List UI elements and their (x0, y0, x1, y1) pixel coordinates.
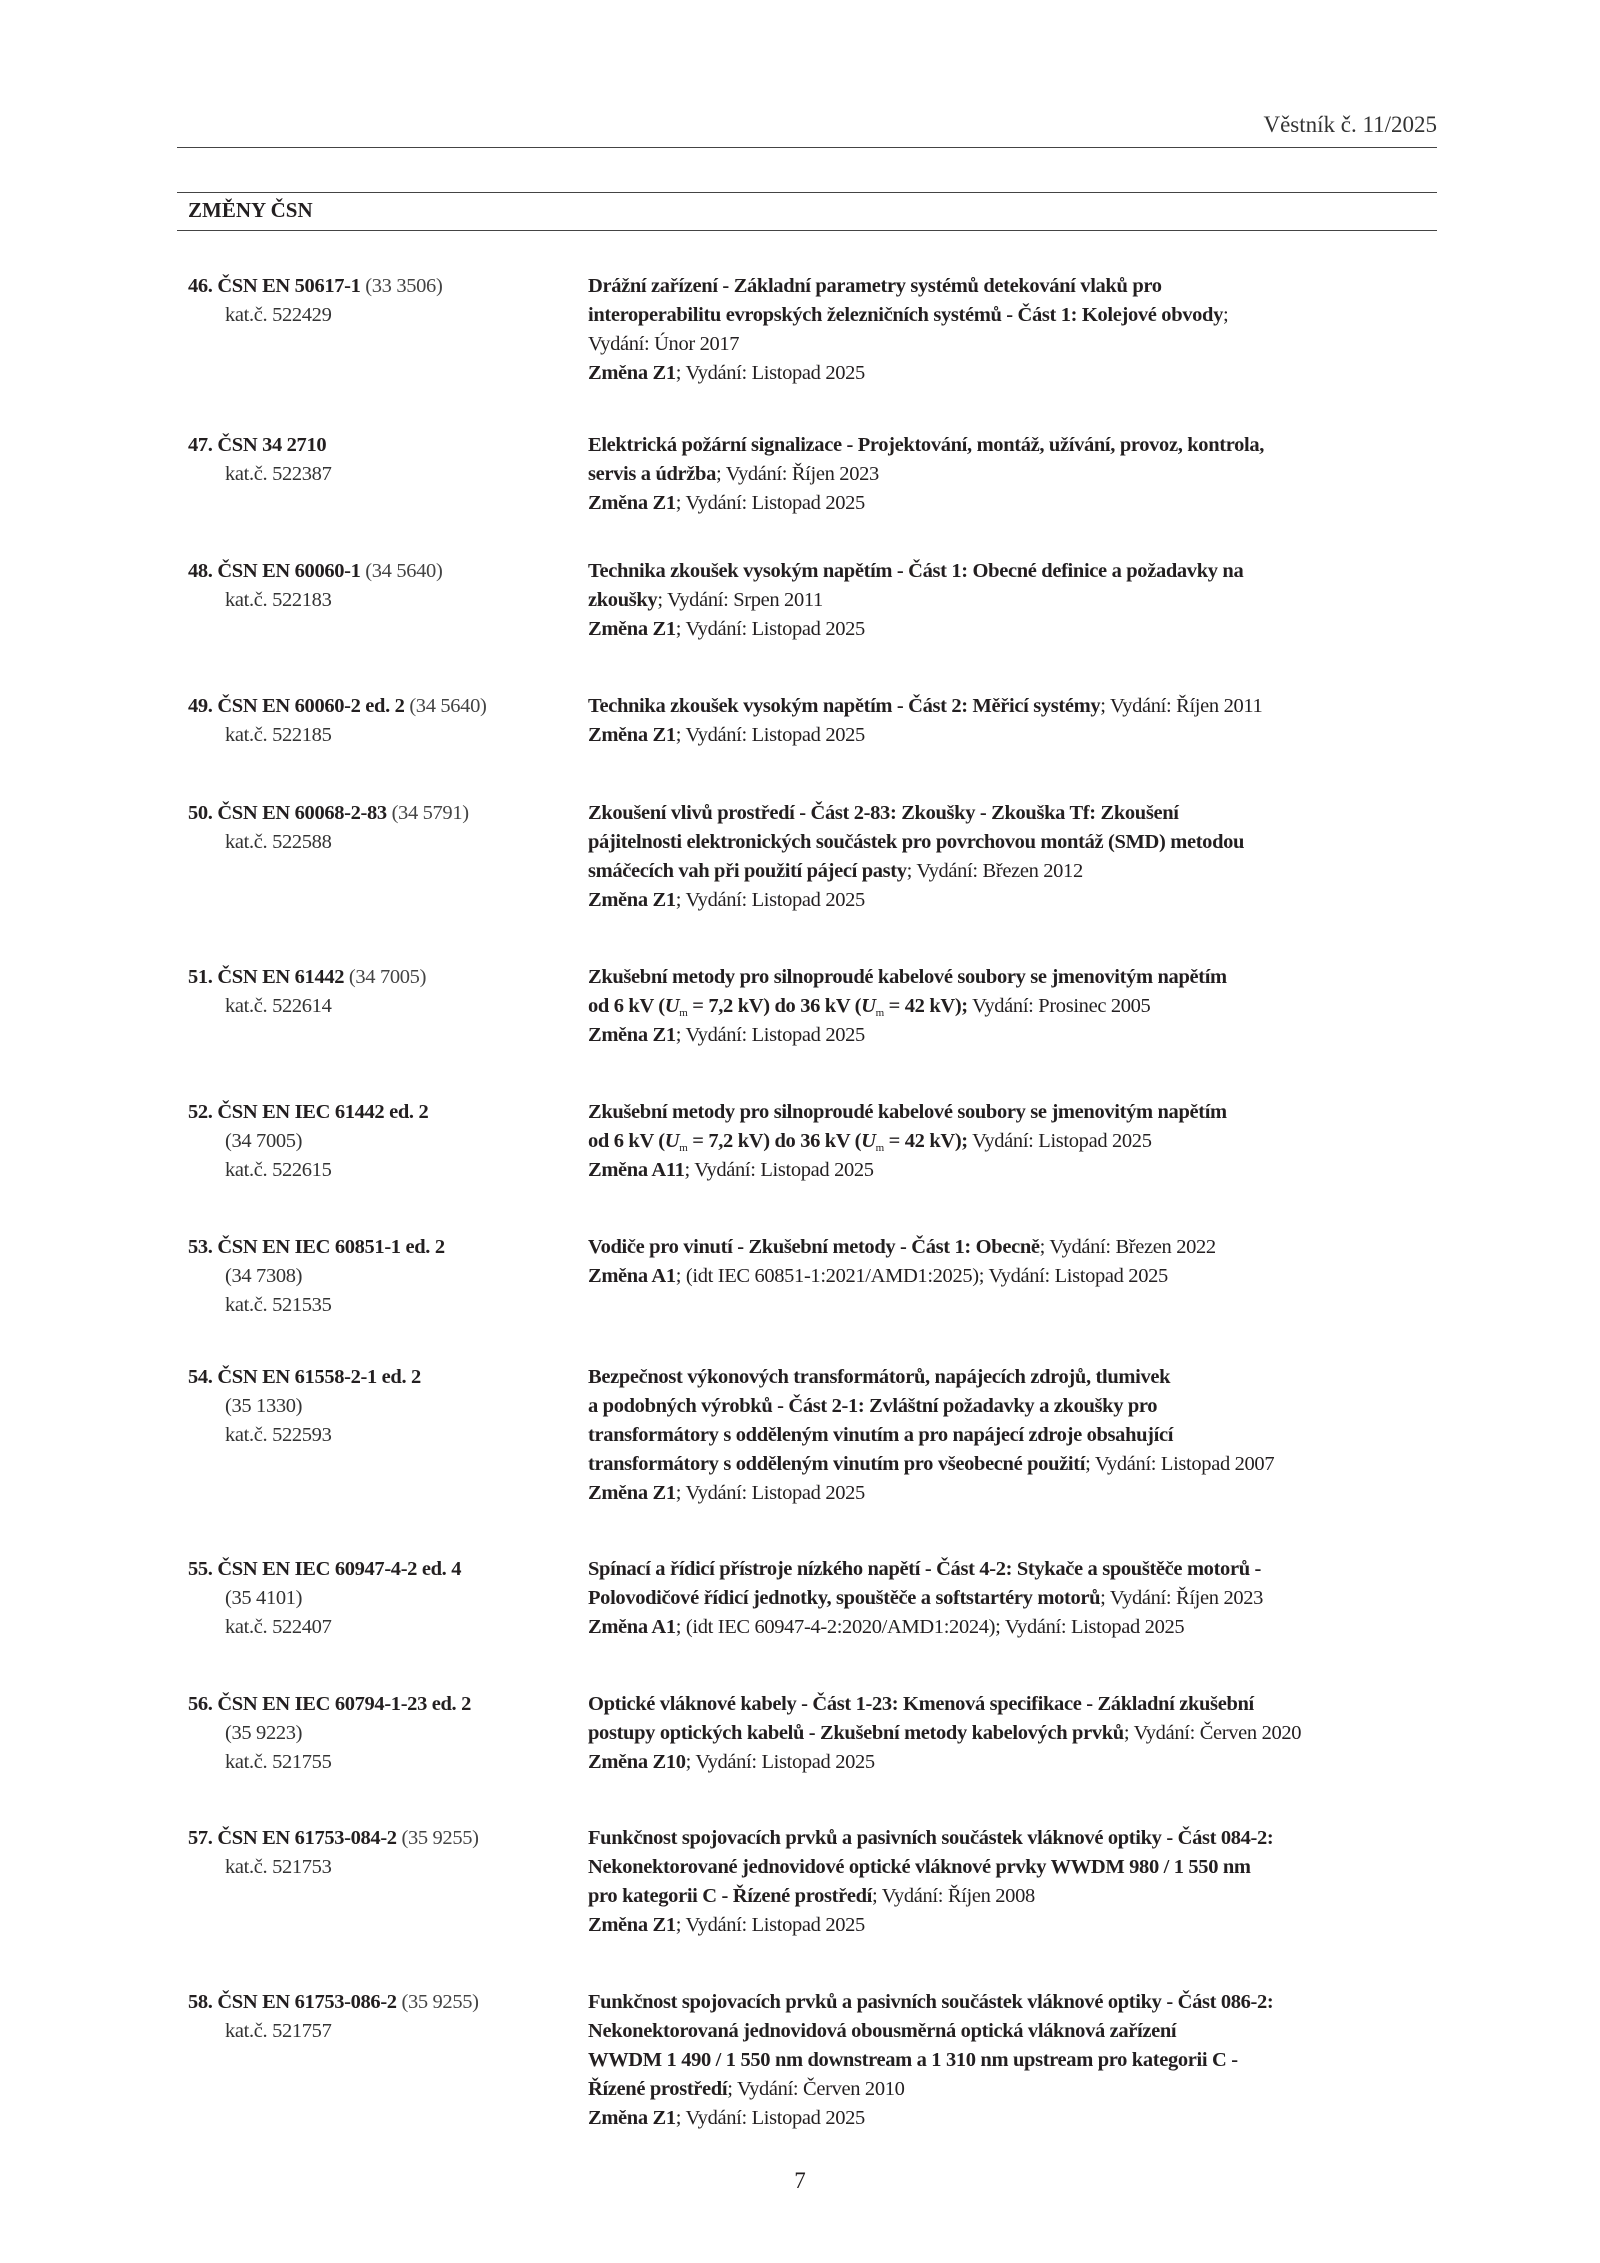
bold-text: 50. ČSN EN 60068-2-83 (188, 802, 387, 824)
text: Vydání: Prosinec 2005 (967, 995, 1151, 1017)
text: (35 1330) (225, 1395, 303, 1417)
text-line (188, 1156, 428, 1185)
bold-text: Nekonektorovaná jednovidová obousměrná optická vláknová zařízení (588, 2020, 1177, 2042)
bold-text: U (861, 1130, 876, 1152)
bold-text: od 6 kV ( (588, 995, 665, 1017)
text: (33 3506) (360, 275, 443, 297)
standard-description (588, 557, 1243, 644)
text-line (588, 1479, 1274, 1508)
bold-text: Změna Z1 (588, 1024, 676, 1046)
bold-text: Změna Z1 (588, 2107, 676, 2129)
text-line (588, 301, 1228, 330)
text-line (188, 272, 442, 301)
bulletin-header: Věstník č. 11/2025 (1263, 112, 1437, 137)
text: (35 9255) (396, 1827, 479, 1849)
standard-description (588, 1824, 1273, 1940)
bold-text: = 7,2 kV) do 36 kV ( (687, 995, 862, 1017)
text-line (188, 1988, 479, 2017)
bold-text: Změna Z10 (588, 1751, 686, 1773)
text-line (588, 2075, 1273, 2104)
bold-text: servis a údržba (588, 463, 717, 485)
text: ; Vydání: Srpen 2011 (657, 589, 823, 611)
section-title: ZMĚNY ČSN (188, 198, 313, 222)
text-line (588, 799, 1244, 828)
text-line (188, 1748, 471, 1777)
header-divider (177, 147, 1437, 148)
bold-text: 46. ČSN EN 50617-1 (188, 275, 361, 297)
text-line (188, 1291, 445, 1320)
bold-text: 52. ČSN EN IEC 61442 ed. 2 (188, 1101, 429, 1123)
bold-text: = 42 kV); (883, 1130, 968, 1152)
bold-text: 57. ČSN EN 61753-084-2 (188, 1827, 397, 1849)
text-line (588, 2017, 1273, 2046)
standard-description (588, 431, 1264, 518)
standard-description (588, 1690, 1301, 1777)
text: (34 7308) (225, 1265, 303, 1287)
text-line (188, 1719, 471, 1748)
standard-description (588, 1988, 1273, 2133)
text: (35 4101) (225, 1587, 303, 1609)
text: (34 5640) (404, 695, 487, 717)
text: ; Vydání: Listopad 2025 (675, 492, 865, 514)
text: (35 9223) (225, 1722, 303, 1744)
text: Vydání: Únor 2017 (588, 333, 740, 355)
bold-text: interoperabilitu evropských železničních systémů - Část 1: Kolejové obvody (588, 304, 1223, 326)
text-line (188, 1421, 421, 1450)
text-line (188, 799, 469, 828)
text: (34 5640) (360, 560, 443, 582)
text-line (188, 1690, 471, 1719)
text: kat.č. 522614 (225, 995, 332, 1017)
bold-text: Technika zkoušek vysokým napětím - Část 2: Měřicí systémy (588, 695, 1101, 717)
text-line (588, 272, 1228, 301)
bold-text: Změna Z1 (588, 618, 676, 640)
text-line (188, 1262, 445, 1291)
text: kat.č. 522593 (225, 1424, 332, 1446)
text: ; Vydání: Říjen 2023 (716, 463, 879, 485)
text: ; Vydání: Listopad 2025 (675, 1914, 865, 1936)
bold-text: Funkčnost spojovacích prvků a pasivních součástek vláknové optiky - Část 086-2: (588, 1991, 1274, 2013)
standard-designation (188, 557, 442, 615)
text-line (188, 460, 331, 489)
text: ; (idt IEC 60947-4-2:2020/AMD1:2024); Vydání: Listopad 2025 (675, 1616, 1185, 1638)
bold-text: = 42 kV); (883, 995, 968, 1017)
text: ; Vydání: Listopad 2025 (675, 889, 865, 911)
text-line (188, 1824, 479, 1853)
bold-text: Funkčnost spojovacích prvků a pasivních součástek vláknové optiky - Část 084-2: (588, 1827, 1274, 1849)
text: ; Vydání: Listopad 2025 (675, 618, 865, 640)
text: (35 9255) (396, 1991, 479, 2013)
text-line (588, 828, 1244, 857)
bold-text: 47. ČSN 34 2710 (188, 434, 327, 456)
standard-designation (188, 1988, 479, 2046)
bold-text: 54. ČSN EN 61558-2-1 ed. 2 (188, 1366, 421, 1388)
text: ; (idt IEC 60851-1:2021/AMD1:2025); Vydání: Listopad 2025 (675, 1265, 1168, 1287)
bold-text: U (861, 995, 876, 1017)
text: ; Vydání: Červen 2020 (1123, 1722, 1302, 1744)
text: ; Vydání: Listopad 2025 (675, 724, 865, 746)
standard-designation (188, 1098, 428, 1185)
bold-text: Změna A1 (588, 1265, 676, 1287)
standard-description (588, 1098, 1227, 1185)
bold-text: Změna Z1 (588, 889, 676, 911)
standard-description (588, 799, 1244, 915)
section-divider-top (177, 192, 1437, 193)
text-line (588, 857, 1244, 886)
text: kat.č. 522185 (225, 724, 332, 746)
text: kat.č. 521757 (225, 2020, 332, 2042)
bold-text: 53. ČSN EN IEC 60851-1 ed. 2 (188, 1236, 445, 1258)
text: kat.č. 522615 (225, 1159, 332, 1181)
bold-text: Zkoušení vlivů prostředí - Část 2-83: Zkoušky - Zkouška Tf: Zkoušení (588, 802, 1179, 824)
text: ; Vydání: Listopad 2007 (1085, 1453, 1275, 1475)
text: ; Vydání: Říjen 2023 (1100, 1587, 1264, 1609)
text-line (588, 963, 1227, 992)
text-line (588, 1719, 1301, 1748)
text-line (588, 886, 1244, 915)
text: (34 7005) (225, 1130, 303, 1152)
text-line (188, 1127, 428, 1156)
bold-text: Změna Z1 (588, 492, 676, 514)
text: kat.č. 522429 (225, 304, 332, 326)
text-line (588, 431, 1264, 460)
standard-designation (188, 1555, 461, 1642)
text: (34 5791) (386, 802, 469, 824)
bold-text: smáčecích vah při použití pájecí pasty (588, 860, 907, 882)
bold-text: Zkušební metody pro silnoproudé kabelové soubory se jmenovitým napětím (588, 1101, 1227, 1123)
text-line (188, 301, 442, 330)
text-line (588, 1127, 1227, 1156)
bold-text: postupy optických kabelů - Zkušební metody kabelových prvků (588, 1722, 1124, 1744)
bold-text: transformátory s odděleným vinutím a pro napájecí zdroje obsahující (588, 1424, 1174, 1446)
bold-text: Změna A11 (588, 1159, 685, 1181)
text-line (588, 1262, 1216, 1291)
bold-text: WWDM 1 490 / 1 550 nm downstream a 1 310 nm upstream pro kategorii C - (588, 2049, 1238, 2071)
bold-text: 58. ČSN EN 61753-086-2 (188, 1991, 397, 2013)
bold-text: U (664, 995, 680, 1017)
text-line (588, 615, 1243, 644)
text-line (588, 1156, 1227, 1185)
text: m (679, 1007, 688, 1019)
standard-designation (188, 799, 469, 857)
standard-description (588, 963, 1227, 1050)
text: ; Vydání: Březen 2022 (1039, 1236, 1216, 1258)
standard-description (588, 1555, 1263, 1642)
section-divider-bottom (177, 230, 1437, 231)
text: (34 7005) (344, 966, 427, 988)
standard-designation (188, 1690, 471, 1777)
text: ; Vydání: Listopad 2025 (675, 2107, 865, 2129)
standard-designation (188, 1824, 479, 1882)
text-line (588, 1392, 1274, 1421)
text: ; Vydání: Listopad 2025 (675, 1024, 865, 1046)
page-number: 7 (794, 2168, 806, 2193)
text-line (188, 992, 426, 1021)
standard-designation (188, 272, 442, 330)
text: kat.č. 521753 (225, 1856, 332, 1878)
text-line (588, 1988, 1273, 2017)
text: kat.č. 522183 (225, 589, 332, 611)
bold-text: 51. ČSN EN 61442 (188, 966, 345, 988)
bold-text: Spínací a řídicí přístroje nízkého napětí - Část 4-2: Stykače a spouštěče motorů - (588, 1558, 1262, 1580)
bold-text: U (664, 1130, 680, 1152)
bold-text: 55. ČSN EN IEC 60947-4-2 ed. 4 (188, 1558, 462, 1580)
text-line (188, 431, 331, 460)
bold-text: Změna Z1 (588, 1482, 676, 1504)
standard-description (588, 692, 1262, 750)
text-line (188, 1098, 428, 1127)
text-line (588, 1690, 1301, 1719)
text-line (588, 1450, 1274, 1479)
text-line (188, 721, 486, 750)
text-line (588, 1555, 1263, 1584)
text: ; Vydání: Listopad 2025 (675, 1482, 865, 1504)
bold-text: Bezpečnost výkonových transformátorů, napájecích zdrojů, tlumivek (588, 1366, 1171, 1388)
text: ; Vydání: Říjen 2011 (1100, 695, 1263, 717)
text-line (588, 359, 1228, 388)
text-line (588, 1233, 1216, 1262)
text: m (875, 1142, 884, 1154)
text-line (588, 1421, 1274, 1450)
text-line (188, 1584, 461, 1613)
bold-text: od 6 kV ( (588, 1130, 665, 1152)
standard-designation (188, 431, 331, 489)
text: kat.č. 521755 (225, 1751, 332, 1773)
text-line (588, 1363, 1274, 1392)
standard-description (588, 272, 1228, 388)
text: kat.č. 522588 (225, 831, 332, 853)
standard-designation (188, 692, 486, 750)
text-line (188, 557, 442, 586)
bold-text: = 7,2 kV) do 36 kV ( (687, 1130, 862, 1152)
bold-text: Vodiče pro vinutí - Zkušební metody - Část 1: Obecně (588, 1236, 1040, 1258)
text: ; (1223, 304, 1229, 326)
text: kat.č. 522407 (225, 1616, 332, 1638)
text-line (588, 1748, 1301, 1777)
text: ; Vydání: Listopad 2025 (685, 1751, 875, 1773)
text: ; Vydání: Listopad 2025 (675, 362, 865, 384)
text-line (588, 2104, 1273, 2133)
text: ; Vydání: Březen 2012 (906, 860, 1083, 882)
text-line (588, 1853, 1273, 1882)
bold-text: Polovodičové řídicí jednotky, spouštěče a softstartéry motorů (588, 1587, 1101, 1609)
text-line (588, 1098, 1227, 1127)
text-line (188, 1613, 461, 1642)
text-line (188, 1233, 445, 1262)
text-line (588, 2046, 1273, 2075)
text: m (875, 1007, 884, 1019)
bold-text: Změna Z1 (588, 1914, 676, 1936)
standard-description (588, 1363, 1274, 1508)
text-line (588, 489, 1264, 518)
text-line (588, 1584, 1263, 1613)
text-line (588, 692, 1262, 721)
bold-text: Nekonektorované jednovidové optické vláknové prvky WWDM 980 / 1 550 nm (588, 1856, 1251, 1878)
bold-text: Zkušební metody pro silnoproudé kabelové soubory se jmenovitým napětím (588, 966, 1227, 988)
text-line (588, 460, 1264, 489)
text-line (188, 1555, 461, 1584)
text: m (679, 1142, 688, 1154)
bold-text: Změna A1 (588, 1616, 676, 1638)
text-line (588, 586, 1243, 615)
standard-designation (188, 963, 426, 1021)
text-line (588, 1911, 1273, 1940)
standard-designation (188, 1363, 421, 1450)
text-line (588, 1824, 1273, 1853)
standard-description (588, 1233, 1216, 1291)
text-line (588, 1021, 1227, 1050)
bold-text: Optické vláknové kabely - Část 1-23: Kmenová specifikace - Základní zkušební (588, 1693, 1254, 1715)
bold-text: Změna Z1 (588, 362, 676, 384)
text: ; Vydání: Červen 2010 (727, 2078, 905, 2100)
text-line (188, 1853, 479, 1882)
text-line (188, 2017, 479, 2046)
bold-text: 56. ČSN EN IEC 60794-1-23 ed. 2 (188, 1693, 471, 1715)
text-line (588, 992, 1227, 1021)
bold-text: Řízené prostředí (588, 2078, 728, 2100)
bold-text: Elektrická požární signalizace - Projektování, montáž, užívání, provoz, kontrola, (588, 434, 1265, 456)
text: kat.č. 521535 (225, 1294, 332, 1316)
bold-text: pro kategorii C - Řízené prostředí (588, 1885, 872, 1907)
text: ; Vydání: Listopad 2025 (684, 1159, 874, 1181)
text-line (188, 692, 486, 721)
text-line (588, 330, 1228, 359)
text-line (588, 1613, 1263, 1642)
bold-text: Drážní zařízení - Základní parametry systémů detekování vlaků pro (588, 275, 1162, 297)
text-line (588, 557, 1243, 586)
bold-text: transformátory s odděleným vinutím pro všeobecné použití (588, 1453, 1086, 1475)
text-line (588, 721, 1262, 750)
text: kat.č. 522387 (225, 463, 332, 485)
bold-text: Změna Z1 (588, 724, 676, 746)
text-line (188, 1363, 421, 1392)
text-line (588, 1882, 1273, 1911)
bold-text: zkoušky (588, 589, 658, 611)
bold-text: a podobných výrobků - Část 2-1: Zvláštní požadavky a zkoušky pro (588, 1395, 1158, 1417)
text-line (188, 963, 426, 992)
text: Vydání: Listopad 2025 (967, 1130, 1152, 1152)
bold-text: pájitelnosti elektronických součástek pro povrchovou montáž (SMD) metodou (588, 831, 1245, 853)
bold-text: 48. ČSN EN 60060-1 (188, 560, 361, 582)
text-line (188, 1392, 421, 1421)
text-line (188, 828, 469, 857)
standard-designation (188, 1233, 445, 1320)
text-line (188, 586, 442, 615)
text: ; Vydání: Říjen 2008 (871, 1885, 1035, 1907)
bold-text: 49. ČSN EN 60060-2 ed. 2 (188, 695, 405, 717)
bold-text: Technika zkoušek vysokým napětím - Část 1: Obecné definice a požadavky na (588, 560, 1244, 582)
